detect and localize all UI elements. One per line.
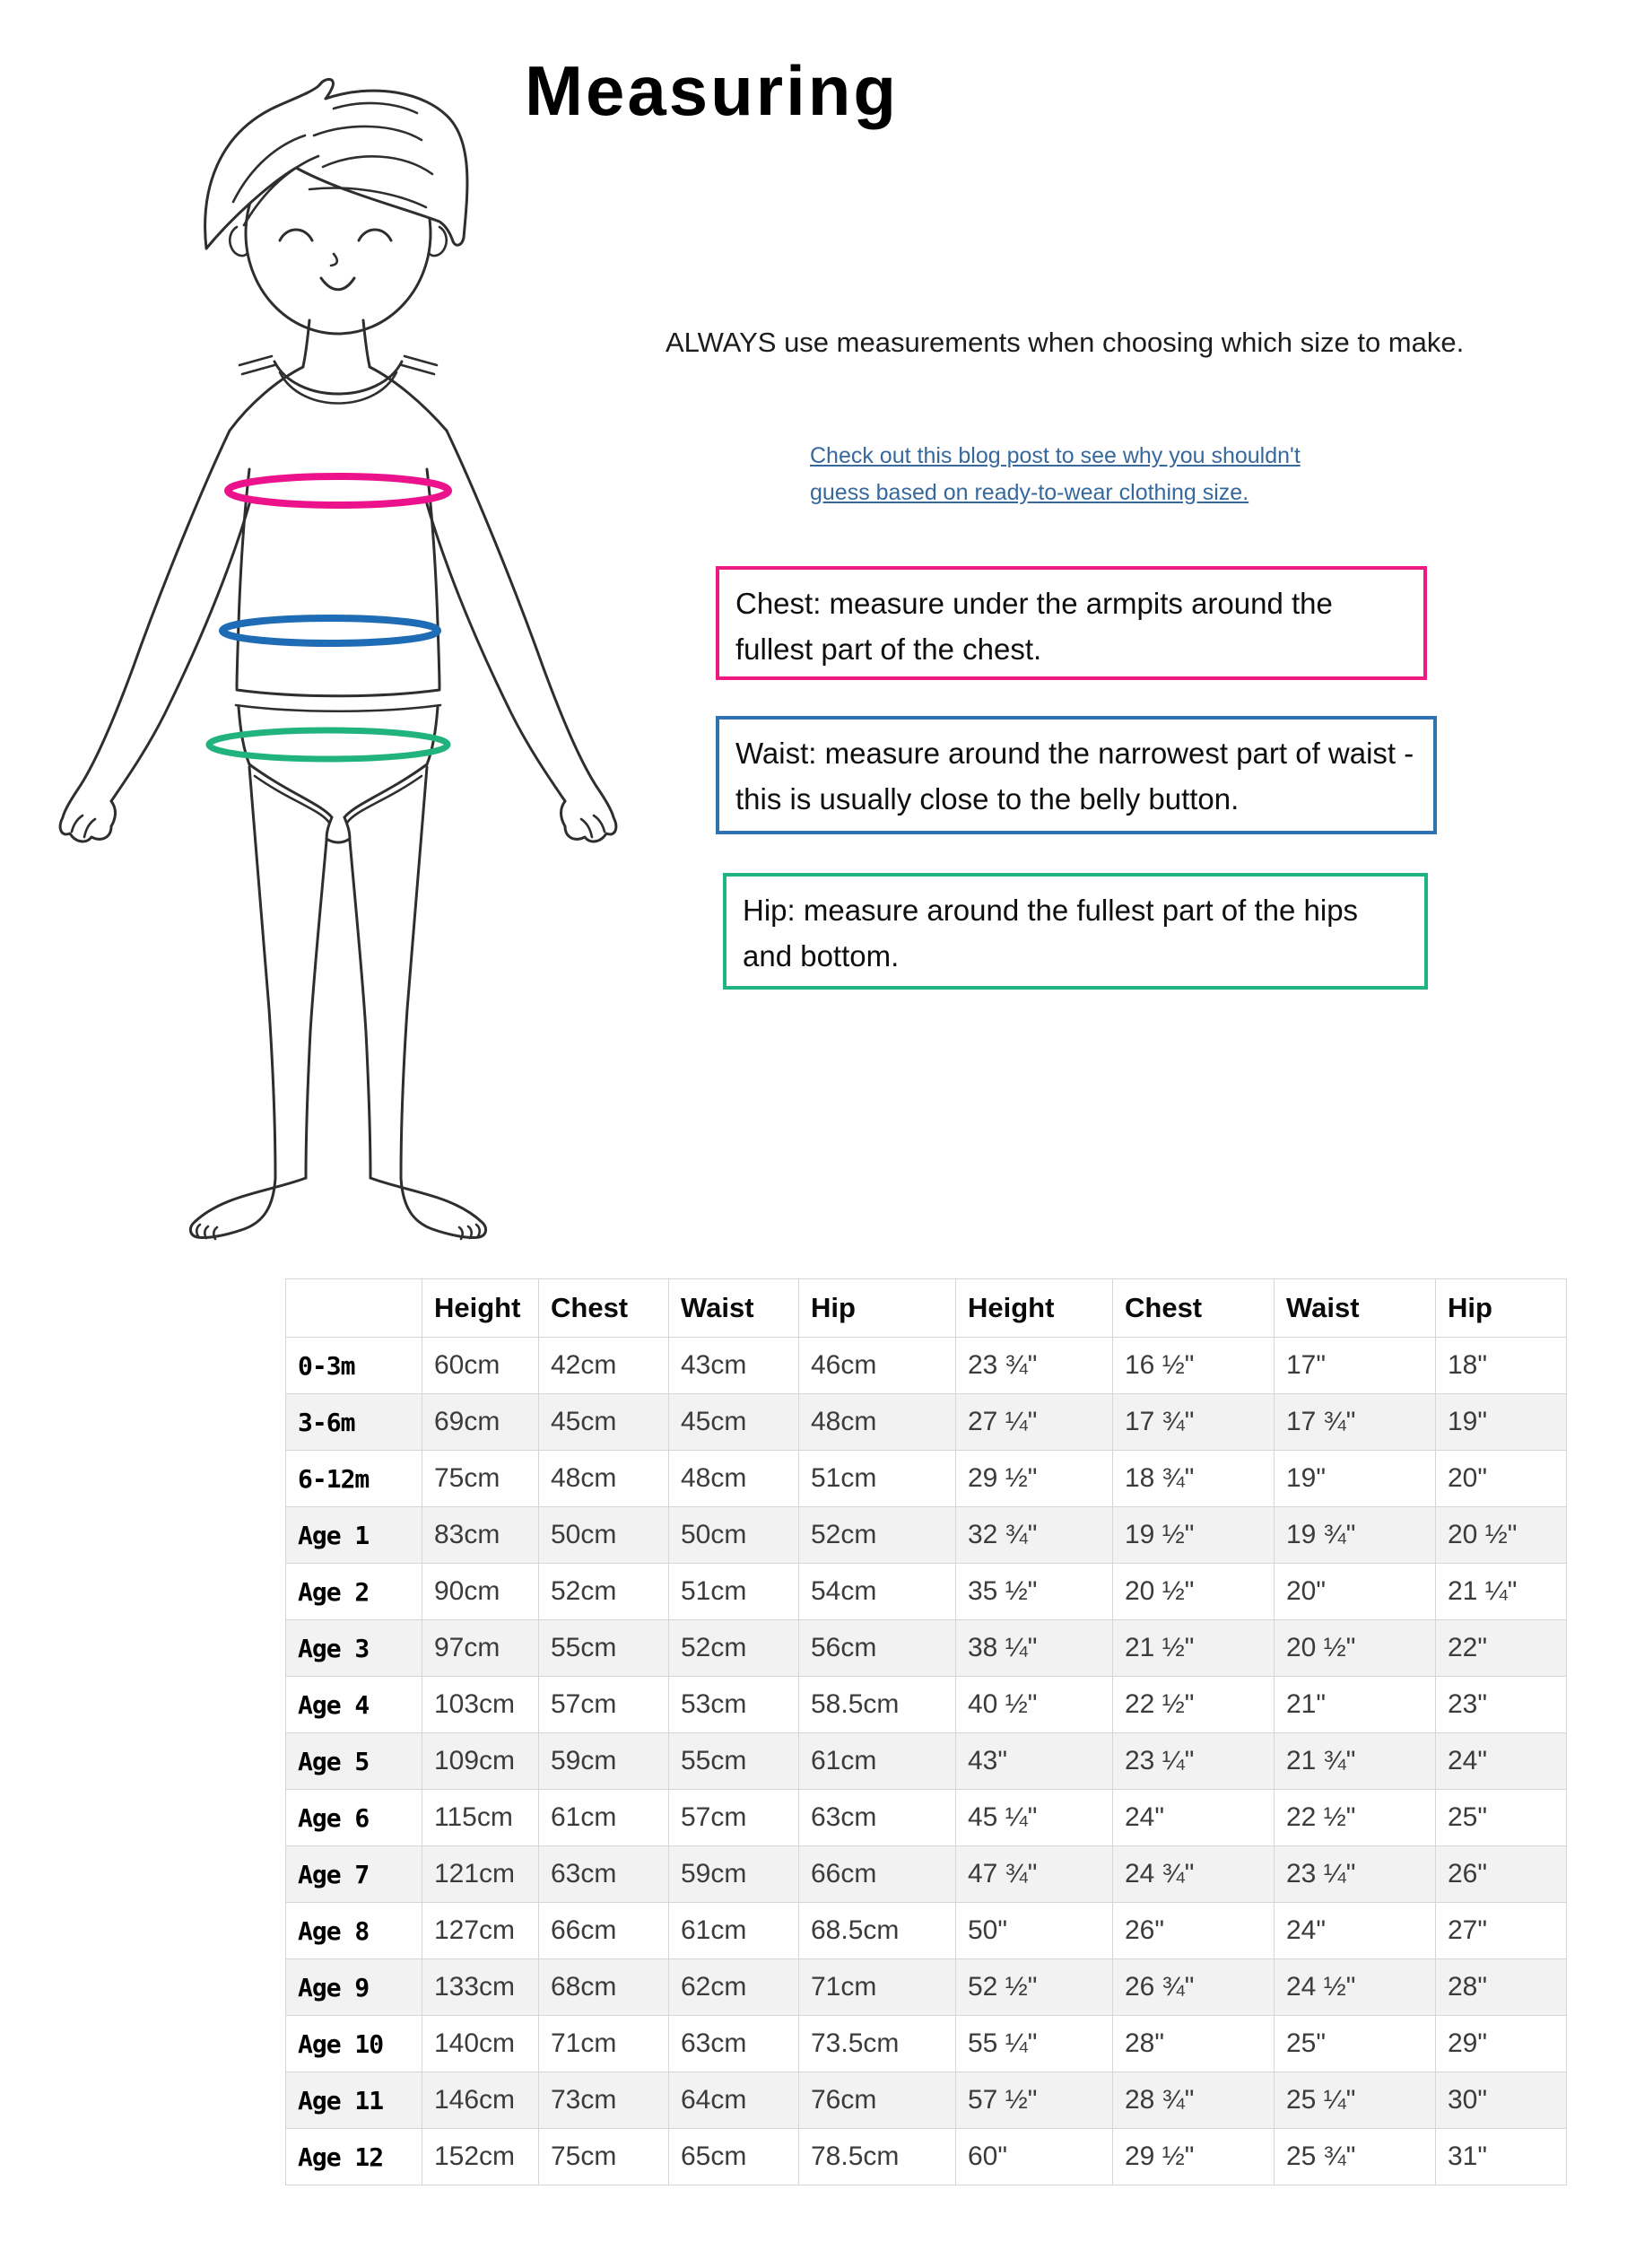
column-header: Height	[956, 1279, 1113, 1338]
measurement-cell: 109cm	[422, 1733, 539, 1790]
measurement-cell: 26"	[1436, 1846, 1567, 1903]
measurement-cell: 73cm	[539, 2072, 669, 2129]
measurement-cell: 48cm	[539, 1451, 669, 1507]
measurement-cell: 27 ¼"	[956, 1394, 1113, 1451]
briefs-crotch	[326, 817, 350, 842]
measurement-cell: 133cm	[422, 1959, 539, 2016]
right-shoulder	[370, 367, 447, 431]
measurement-cell: 127cm	[422, 1903, 539, 1959]
column-header: Height	[422, 1279, 539, 1338]
table-row	[286, 2129, 1567, 2185]
measurement-cell: 56cm	[799, 1620, 956, 1677]
measurement-cell: 78.5cm	[799, 2129, 956, 2185]
measurement-cell: 46cm	[799, 1338, 956, 1394]
measurement-cell: 76cm	[799, 2072, 956, 2129]
measurement-cell: 29 ½"	[956, 1451, 1113, 1507]
measurement-cell: 18"	[1436, 1338, 1567, 1394]
measurement-cell: 45 ¼"	[956, 1790, 1113, 1846]
measurement-cell: 19"	[1436, 1394, 1567, 1451]
left-leg-inner	[306, 841, 326, 1178]
measurement-cell: 52cm	[669, 1620, 799, 1677]
neckline-inner	[280, 372, 396, 404]
waist-measure-line	[222, 618, 438, 643]
measuring-figure	[18, 49, 646, 1256]
size-chart-table	[285, 1278, 1567, 2185]
measurement-cell: 62cm	[669, 1959, 799, 2016]
briefs-right-opening	[347, 776, 422, 823]
table-row	[286, 1394, 1567, 1451]
measurement-cell: 20 ½"	[1275, 1620, 1436, 1677]
waist-callout-text: Waist: measure around the narrowest part of waist - this is usually close to the belly button.	[735, 737, 1414, 816]
measurement-cell: 61cm	[669, 1903, 799, 1959]
measurement-cell: 17 ¾"	[1275, 1394, 1436, 1451]
measurement-cell: 66cm	[799, 1846, 956, 1903]
left-hand-fingers	[72, 816, 95, 837]
child-figure-illustration	[18, 49, 646, 1256]
measurement-cell: 60cm	[422, 1338, 539, 1394]
measurement-cell: 25"	[1436, 1790, 1567, 1846]
measurement-cell: 45cm	[539, 1394, 669, 1451]
measurement-cell: 146cm	[422, 2072, 539, 2129]
measurement-cell: 23 ¼"	[1275, 1846, 1436, 1903]
table-row	[286, 2016, 1567, 2072]
measurement-cell: 55 ¼"	[956, 2016, 1113, 2072]
measurement-cell: 23 ¾"	[956, 1338, 1113, 1394]
measurement-cell: 28"	[1436, 1959, 1567, 2016]
measurement-cell: 21 ½"	[1113, 1620, 1275, 1677]
measurement-cell: 52 ½"	[956, 1959, 1113, 2016]
briefs-left-opening	[255, 776, 329, 823]
size-label: Age 12	[286, 2129, 422, 2185]
measurement-cell: 75cm	[422, 1451, 539, 1507]
right-leg-outer	[401, 767, 427, 1178]
size-label: 6-12m	[286, 1451, 422, 1507]
measurement-cell: 18 ¾"	[1113, 1451, 1275, 1507]
measurement-cell: 83cm	[422, 1507, 539, 1564]
table-row	[286, 1846, 1567, 1903]
right-hand-fingers	[581, 816, 605, 837]
measurement-cell: 65cm	[669, 2129, 799, 2185]
measurement-cell: 20"	[1436, 1451, 1567, 1507]
measurement-cell: 24 ¾"	[1113, 1846, 1275, 1903]
measurement-cell: 45cm	[669, 1394, 799, 1451]
right-arm-outer	[447, 431, 616, 842]
measurement-cell: 25 ¼"	[1275, 2072, 1436, 2129]
measurement-cell: 40 ½"	[956, 1677, 1113, 1733]
table-row	[286, 1338, 1567, 1394]
waist-callout-box	[716, 716, 1437, 834]
chest-callout-text: Chest: measure under the armpits around the fullest part of the chest.	[735, 587, 1333, 667]
hip-callout-box	[723, 873, 1428, 990]
size-label: Age 7	[286, 1846, 422, 1903]
table-row	[286, 1677, 1567, 1733]
measurement-cell: 57cm	[539, 1677, 669, 1733]
size-chart-header	[286, 1279, 1567, 1338]
measurement-cell: 24"	[1436, 1733, 1567, 1790]
measurement-cell: 50cm	[669, 1507, 799, 1564]
measurement-cell: 43"	[956, 1733, 1113, 1790]
measurement-cell: 30"	[1436, 2072, 1567, 2129]
measurement-cell: 24"	[1275, 1903, 1436, 1959]
measurement-cell: 24"	[1113, 1790, 1275, 1846]
size-label: Age 1	[286, 1507, 422, 1564]
measurement-cell: 53cm	[669, 1677, 799, 1733]
table-row	[286, 1451, 1567, 1507]
table-row	[286, 1733, 1567, 1790]
size-label: Age 10	[286, 2016, 422, 2072]
hip-callout-text: Hip: measure around the fullest part of the hips and bottom.	[743, 894, 1359, 973]
size-label: Age 5	[286, 1733, 422, 1790]
measurement-cell: 63cm	[669, 2016, 799, 2072]
blog-post-link[interactable]	[810, 438, 1301, 510]
measurement-cell: 31"	[1436, 2129, 1567, 2185]
size-chart-body	[286, 1338, 1567, 2185]
vest-hem	[236, 705, 440, 711]
corner-cell	[286, 1279, 422, 1338]
right-leg-inner	[350, 841, 370, 1178]
measurement-cell: 121cm	[422, 1846, 539, 1903]
page-title: Measuring	[525, 51, 900, 130]
measurement-cell: 21"	[1275, 1677, 1436, 1733]
chest-measure-line	[228, 476, 448, 505]
measurement-cell: 97cm	[422, 1620, 539, 1677]
measurement-cell: 75cm	[539, 2129, 669, 2185]
measurement-cell: 63cm	[799, 1790, 956, 1846]
measurement-cell: 20"	[1275, 1564, 1436, 1620]
measurement-cell: 55cm	[669, 1733, 799, 1790]
measurement-cell: 23"	[1436, 1677, 1567, 1733]
measurement-cell: 17"	[1275, 1338, 1436, 1394]
measurement-cell: 152cm	[422, 2129, 539, 2185]
measurement-cell: 26"	[1113, 1903, 1275, 1959]
measurement-cell: 17 ¾"	[1113, 1394, 1275, 1451]
measurement-cell: 71cm	[539, 2016, 669, 2072]
measurement-cell: 20 ½"	[1113, 1564, 1275, 1620]
measurement-cell: 64cm	[669, 2072, 799, 2129]
size-label: 3-6m	[286, 1394, 422, 1451]
left-leg-outer	[249, 767, 275, 1178]
size-label: Age 3	[286, 1620, 422, 1677]
size-label: Age 2	[286, 1564, 422, 1620]
right-strap	[402, 356, 437, 374]
measurement-cell: 28 ¾"	[1113, 2072, 1275, 2129]
measurement-cell: 51cm	[799, 1451, 956, 1507]
left-ear	[230, 227, 247, 256]
measurement-cell: 42cm	[539, 1338, 669, 1394]
measurement-cell: 50"	[956, 1903, 1113, 1959]
measurement-cell: 38 ¼"	[956, 1620, 1113, 1677]
measurement-cell: 66cm	[539, 1903, 669, 1959]
measurement-cell: 55cm	[539, 1620, 669, 1677]
table-row	[286, 1507, 1567, 1564]
column-header: Waist	[669, 1279, 799, 1338]
measurement-cell: 32 ¾"	[956, 1507, 1113, 1564]
measurement-cell: 58.5cm	[799, 1677, 956, 1733]
measurement-cell: 140cm	[422, 2016, 539, 2072]
measurement-cell: 57cm	[669, 1790, 799, 1846]
measurement-cell: 57 ½"	[956, 2072, 1113, 2129]
measurement-cell: 23 ¼"	[1113, 1733, 1275, 1790]
measurement-cell: 25 ¾"	[1275, 2129, 1436, 2185]
briefs-left-opening	[249, 764, 332, 817]
column-header: Chest	[1113, 1279, 1275, 1338]
briefs-right-opening	[344, 764, 427, 817]
measurement-cell: 50cm	[539, 1507, 669, 1564]
measurement-cell: 27"	[1436, 1903, 1567, 1959]
size-label: Age 6	[286, 1790, 422, 1846]
measurement-cell: 22 ½"	[1113, 1677, 1275, 1733]
intro-text: ALWAYS use measurements when choosing which size to make.	[666, 327, 1465, 358]
right-foot	[370, 1178, 486, 1237]
measurement-cell: 47 ¾"	[956, 1846, 1113, 1903]
column-header: Waist	[1275, 1279, 1436, 1338]
left-strap	[239, 356, 274, 374]
table-row	[286, 1959, 1567, 2016]
measurement-cell: 28"	[1113, 2016, 1275, 2072]
measurement-cell: 103cm	[422, 1677, 539, 1733]
table-row	[286, 2072, 1567, 2129]
table-row	[286, 1903, 1567, 1959]
measurement-cell: 68cm	[539, 1959, 669, 2016]
measurement-cell: 59cm	[669, 1846, 799, 1903]
measurement-cell: 19 ½"	[1113, 1507, 1275, 1564]
measurement-cell: 61cm	[799, 1733, 956, 1790]
size-label: Age 4	[286, 1677, 422, 1733]
table-row	[286, 1620, 1567, 1677]
measurement-cell: 60"	[956, 2129, 1113, 2185]
measurement-cell: 22 ½"	[1275, 1790, 1436, 1846]
measurement-cell: 26 ¾"	[1113, 1959, 1275, 2016]
blog-link-line2: guess based on ready-to-wear clothing size.	[810, 479, 1249, 505]
table-row	[286, 1790, 1567, 1846]
measurement-cell: 48cm	[669, 1451, 799, 1507]
measurement-cell: 61cm	[539, 1790, 669, 1846]
blog-link-line1: Check out this blog post to see why you shouldn't	[810, 443, 1301, 468]
measurement-cell: 52cm	[539, 1564, 669, 1620]
column-header: Chest	[539, 1279, 669, 1338]
measurement-cell: 73.5cm	[799, 2016, 956, 2072]
measurement-cell: 21 ¼"	[1436, 1564, 1567, 1620]
size-label: 0-3m	[286, 1338, 422, 1394]
left-shoulder	[230, 367, 303, 431]
measurement-cell: 71cm	[799, 1959, 956, 2016]
size-label: Age 8	[286, 1903, 422, 1959]
measurement-cell: 68.5cm	[799, 1903, 956, 1959]
chest-callout-box	[716, 566, 1427, 680]
size-label: Age 11	[286, 2072, 422, 2129]
measurement-cell: 19"	[1275, 1451, 1436, 1507]
measurement-cell: 29 ½"	[1113, 2129, 1275, 2185]
measurement-cell: 29"	[1436, 2016, 1567, 2072]
left-arm-outer	[60, 431, 230, 842]
left-foot	[190, 1178, 306, 1237]
measurement-cell: 63cm	[539, 1846, 669, 1903]
vest-hem	[237, 690, 439, 696]
measurement-cell: 19 ¾"	[1275, 1507, 1436, 1564]
measurement-cell: 43cm	[669, 1338, 799, 1394]
measurement-cell: 48cm	[799, 1394, 956, 1451]
size-label: Age 9	[286, 1959, 422, 2016]
column-header: Hip	[799, 1279, 956, 1338]
measurement-cell: 35 ½"	[956, 1564, 1113, 1620]
measurement-cell: 69cm	[422, 1394, 539, 1451]
measurement-cell: 59cm	[539, 1733, 669, 1790]
measurement-cell: 16 ½"	[1113, 1338, 1275, 1394]
measurement-cell: 52cm	[799, 1507, 956, 1564]
measurement-cell: 51cm	[669, 1564, 799, 1620]
measurement-cell: 115cm	[422, 1790, 539, 1846]
measurement-cell: 22"	[1436, 1620, 1567, 1677]
measurement-cell: 20 ½"	[1436, 1507, 1567, 1564]
measurement-cell: 90cm	[422, 1564, 539, 1620]
table-row	[286, 1564, 1567, 1620]
measurement-cell: 24 ½"	[1275, 1959, 1436, 2016]
right-ear	[430, 227, 447, 256]
measurement-cell: 54cm	[799, 1564, 956, 1620]
measurement-cell: 21 ¾"	[1275, 1733, 1436, 1790]
column-header: Hip	[1436, 1279, 1567, 1338]
measurement-cell: 25"	[1275, 2016, 1436, 2072]
